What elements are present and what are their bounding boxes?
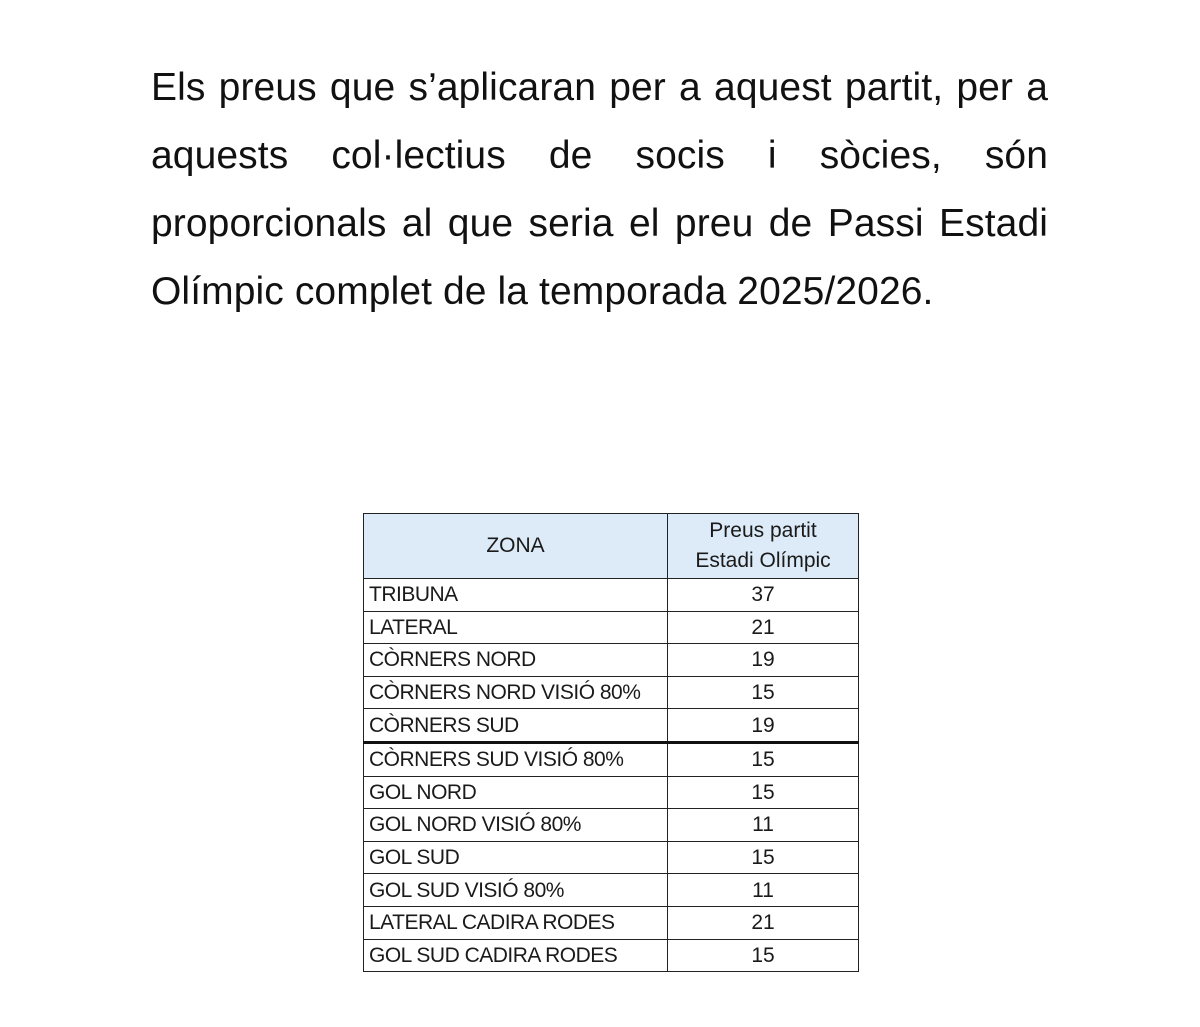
zone-cell: GOL SUD VISIÓ 80%	[364, 874, 668, 907]
price-cell: 19	[668, 709, 859, 743]
zone-cell: GOL NORD VISIÓ 80%	[364, 809, 668, 842]
zone-cell: GOL NORD	[364, 776, 668, 809]
zone-cell: CÒRNERS SUD	[364, 709, 668, 743]
zone-cell: LATERAL	[364, 611, 668, 644]
zone-cell: GOL SUD	[364, 841, 668, 874]
table-row	[364, 776, 859, 809]
column-header-price-line2: Estadi Olímpic	[695, 549, 831, 572]
table-row	[364, 874, 859, 907]
price-cell: 37	[668, 579, 859, 612]
price-cell: 15	[668, 939, 859, 972]
zone-cell: GOL SUD CADIRA RODES	[364, 939, 668, 972]
price-cell: 15	[668, 841, 859, 874]
table-row	[364, 742, 859, 776]
table-row	[364, 841, 859, 874]
column-header-zone: ZONA	[364, 514, 668, 579]
table-row	[364, 644, 859, 677]
price-cell: 15	[668, 676, 859, 709]
table-row	[364, 579, 859, 612]
price-cell: 11	[668, 809, 859, 842]
table-row	[364, 611, 859, 644]
price-cell: 11	[668, 874, 859, 907]
zone-cell: CÒRNERS SUD VISIÓ 80%	[364, 742, 668, 776]
column-header-price	[668, 514, 859, 579]
price-cell: 19	[668, 644, 859, 677]
table-row	[364, 939, 859, 972]
price-cell: 21	[668, 906, 859, 939]
price-cell: 15	[668, 742, 859, 776]
table-row	[364, 906, 859, 939]
intro-paragraph: Els preus que s’aplicaran per a aquest partit, per a aquests col·lectius de socis i sòcies, són proporcionals al que seria el preu de Passi Estadi Olímpic complet de la temporada 2025/2026.	[151, 66, 1048, 313]
table-header-row	[364, 514, 859, 579]
table-row	[364, 676, 859, 709]
zone-cell: LATERAL CADIRA RODES	[364, 906, 668, 939]
table-row	[364, 809, 859, 842]
zone-cell: TRIBUNA	[364, 579, 668, 612]
price-cell: 21	[668, 611, 859, 644]
price-table	[363, 513, 859, 972]
price-cell: 15	[668, 776, 859, 809]
table-row	[364, 709, 859, 743]
zone-cell: CÒRNERS NORD VISIÓ 80%	[364, 676, 668, 709]
column-header-price-line1: Preus partit	[709, 519, 817, 542]
zone-cell: CÒRNERS NORD	[364, 644, 668, 677]
